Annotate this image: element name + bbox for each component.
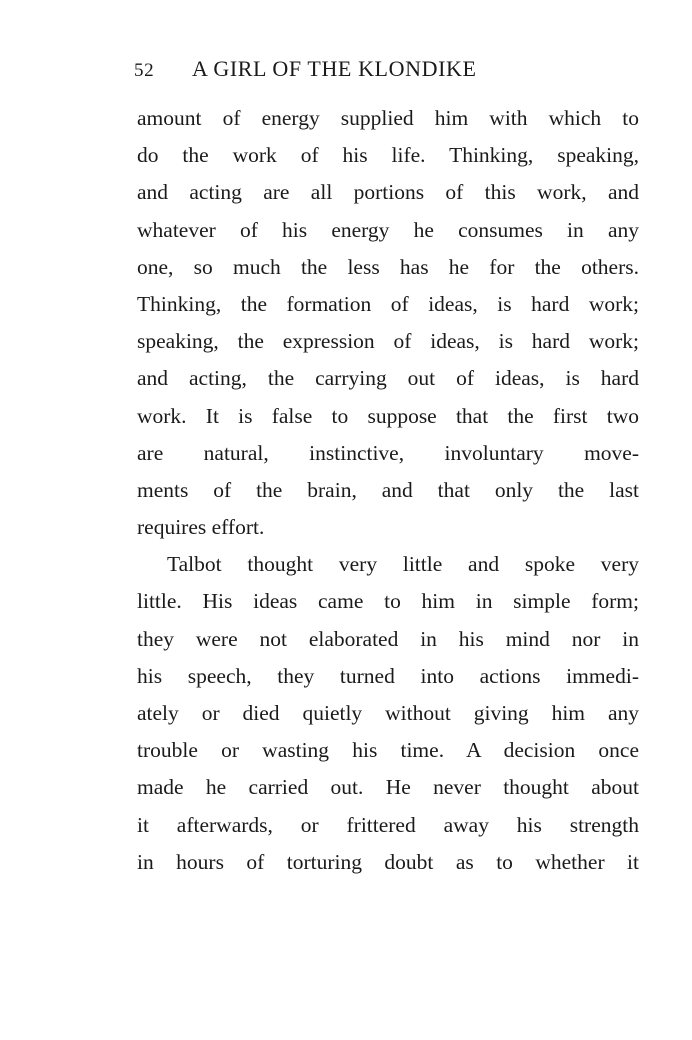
text-line: in hours of torturing doubt as to whether it (137, 849, 639, 874)
text-line: ments of the brain, and that only the last (137, 477, 639, 502)
text-line: Thinking, the formation of ideas, is hard work; (137, 291, 639, 316)
paragraph-1 (137, 100, 639, 546)
text-line: they were not elaborated in his mind nor in (137, 626, 639, 651)
running-head (134, 56, 594, 86)
book-title: A GIRL OF THE KLONDIKE (192, 56, 477, 81)
text-line: little. His ideas came to him in simple form; (137, 589, 639, 614)
text-line: amount of energy supplied him with which to (137, 106, 639, 130)
text-line: and acting are all portions of this work, and (137, 180, 639, 205)
body-text (137, 100, 639, 881)
text-line: and acting, the carrying out of ideas, is hard (137, 366, 639, 391)
text-line: it afterwards, or frittered away his strength (137, 812, 639, 837)
text-line: work. It is false to suppose that the first two (137, 403, 639, 428)
text-line: requires effort. (137, 515, 265, 540)
text-line: are natural, instinctive, involuntary move- (137, 440, 639, 465)
paragraph-2 (137, 546, 639, 881)
page-number: 52 (134, 60, 155, 81)
text-line: whatever of his energy he consumes in any (137, 217, 639, 242)
text-line: do the work of his life. Thinking, speaking, (137, 143, 639, 168)
text-line: Talbot thought very little and spoke very (167, 552, 639, 577)
text-line: speaking, the expression of ideas, is hard work; (137, 329, 639, 354)
text-line: trouble or wasting his time. A decision once (137, 738, 639, 763)
text-line: ately or died quietly without giving him any (137, 701, 639, 725)
text-line: one, so much the less has he for the others. (137, 254, 639, 279)
text-line: made he carried out. He never thought about (137, 775, 639, 800)
text-line: his speech, they turned into actions immedi- (137, 663, 639, 688)
